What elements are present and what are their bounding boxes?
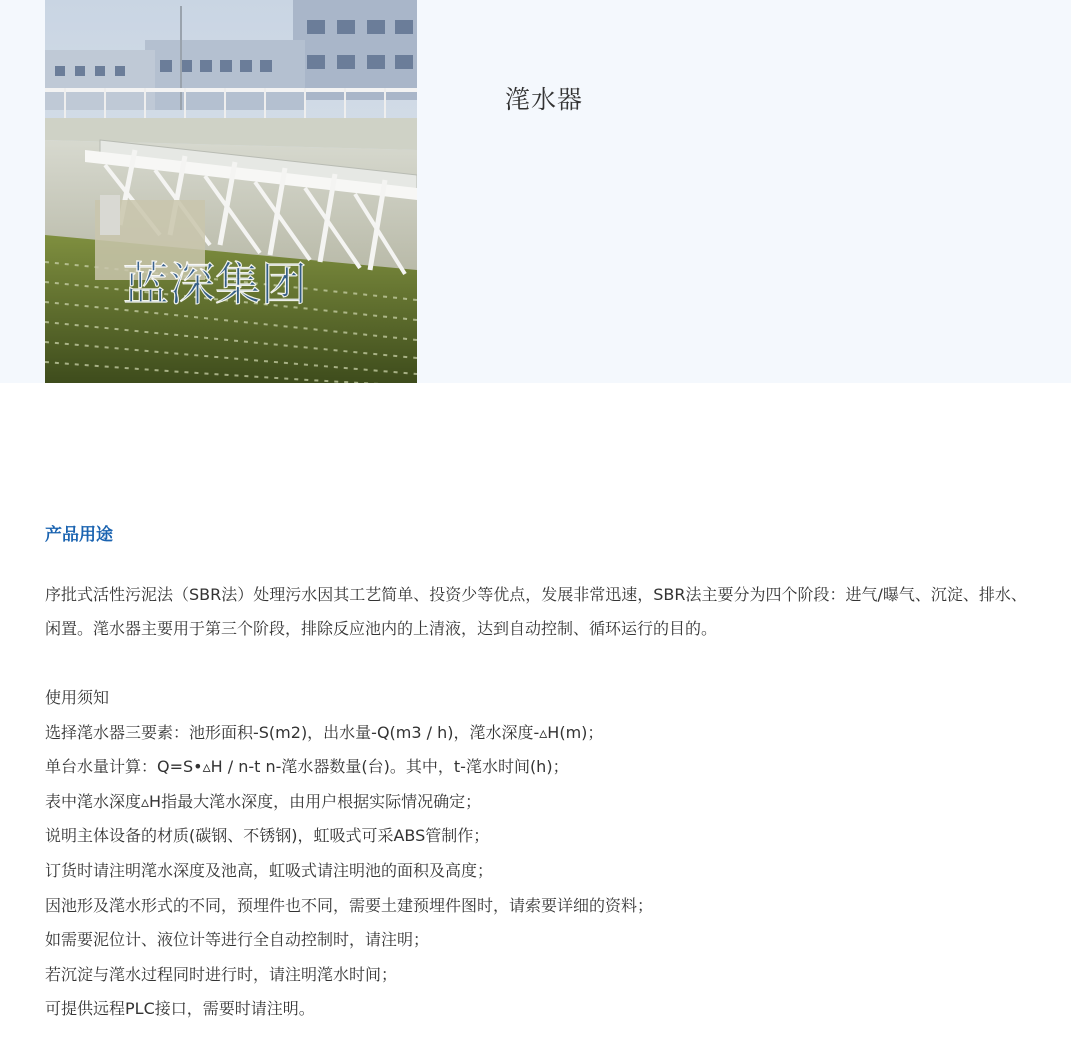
notes-item: 可提供远程PLC接口，需要时请注明。	[45, 999, 315, 1019]
notes-item: 选择滗水器三要素：池形面积-S(m2)，出水量-Q(m3 / h)，滗水深度-▵H(m)；	[45, 722, 604, 742]
notes-item: 若沉淀与滗水过程同时进行时，请注明滗水时间；	[45, 964, 398, 984]
usage-intro: 序批式活性污泥法（SBR法）处理污水因其工艺简单、投资少等优点，发展非常迅速，SBR法主要分为四个阶段：进气/曝气、沉淀、排水、闲置。滗水器主要用于第三个阶段，排除反应池内的上清液，达到自动控制、循环运行的目的。	[45, 585, 1027, 638]
notes-title: 使用须知	[45, 688, 110, 707]
usage-notes	[45, 681, 1030, 1027]
product-image	[45, 0, 417, 383]
notes-item: 表中滗水深度▵H指最大滗水深度，由用户根据实际情况确定；	[45, 791, 482, 811]
image-watermark: 蓝深集团	[123, 257, 307, 311]
notes-item: 单台水量计算：Q=S•▵H / n-t n-滗水器数量(台)。其中，t-滗水时间(h)；	[45, 757, 569, 777]
notes-item: 说明主体设备的材质(碳钢、不锈钢)，虹吸式可采ABS管制作；	[45, 826, 490, 846]
notes-item: 订货时请注明滗水深度及池高，虹吸式请注明池的面积及高度；	[45, 860, 494, 880]
product-title: 滗水器	[505, 85, 584, 114]
notes-item: 因池形及滗水形式的不同，预埋件也不同，需要土建预埋件图时，请索要详细的资料；	[45, 895, 654, 915]
section-heading-usage: 产品用途	[45, 525, 113, 545]
notes-item: 如需要泥位计、液位计等进行全自动控制时，请注明；	[45, 930, 430, 950]
